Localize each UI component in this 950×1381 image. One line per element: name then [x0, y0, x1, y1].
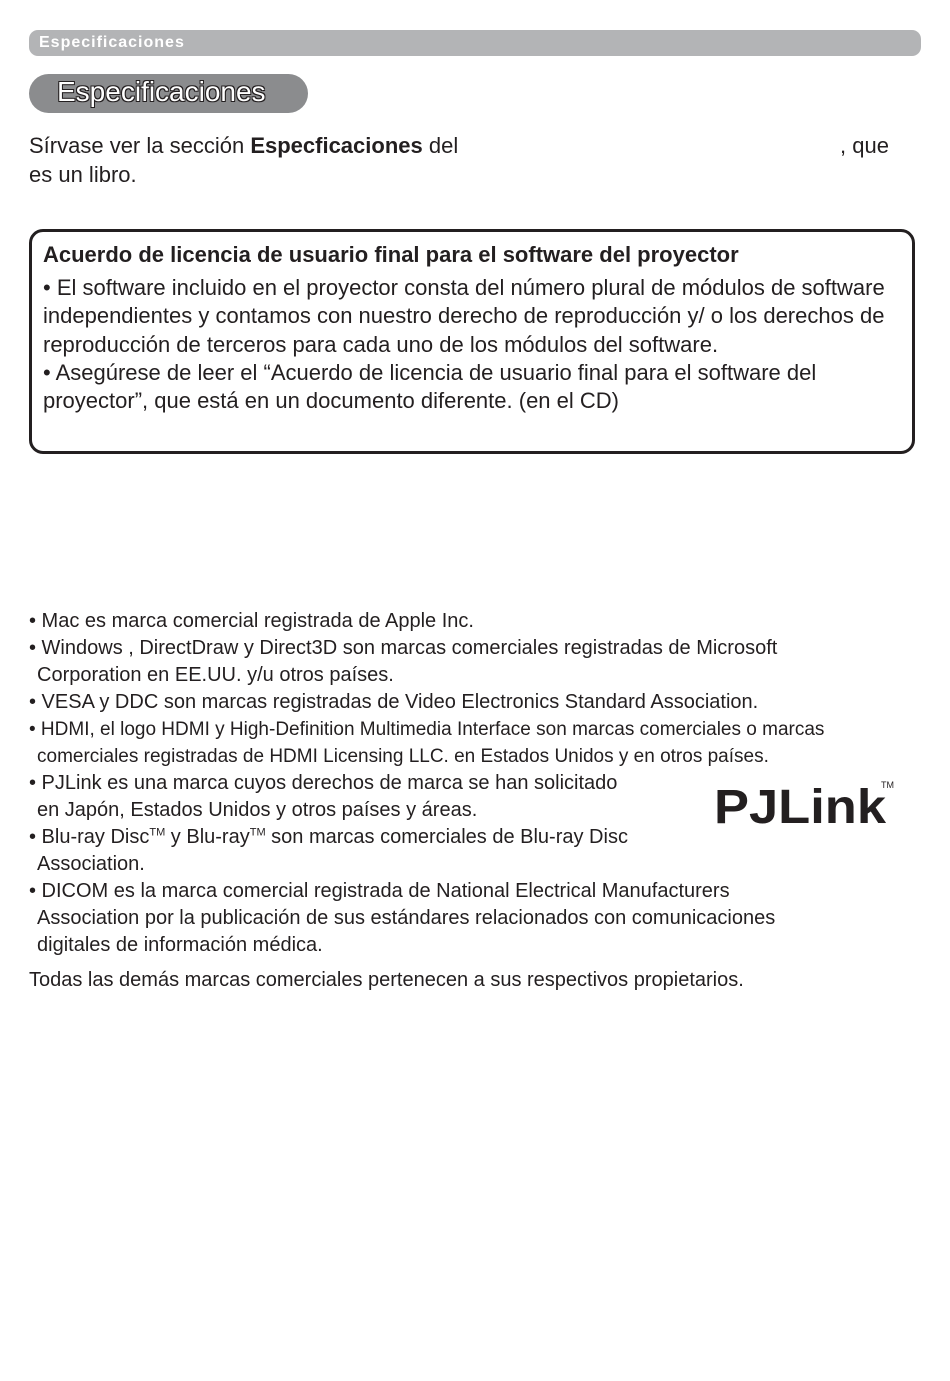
trademark-hdmi-cont: comerciales registradas de HDMI Licensing LLC. en Estados Unidos y en otros países.	[37, 746, 769, 767]
license-bullet-1: • El software incluido en el proyector consta del número plural de módulos de software independientes y contamos con nuestro derecho de reproducción y/ o los derechos de reproducción de terceros para cada uno de los módulos del software.	[43, 275, 885, 357]
pjlink-logo-tm: TM	[881, 780, 894, 790]
intro-line-2: es un libro.	[29, 162, 137, 187]
trademark-hdmi: • HDMI, el logo HDMI y High-Definition Multimedia Interface son marcas comerciales o marcas	[29, 719, 825, 740]
trademark-vesa: • VESA y DDC son marcas registradas de Video Electronics Standard Association.	[29, 691, 759, 713]
intro-paragraph	[29, 131, 899, 189]
license-body	[43, 274, 905, 415]
section-title: Especificaciones	[57, 76, 266, 107]
tm-mark: TM	[149, 826, 166, 839]
license-bullet-2: • Asegúrese de leer el “Acuerdo de licencia de usuario final para el software del proyector”, que está en un documento diferente. (en el CD)	[43, 359, 817, 414]
bluray-text-b: y Blu-ray	[165, 826, 250, 848]
trademark-pjlink: • PJLink es una marca cuyos derechos de marca se han solicitado	[29, 772, 618, 794]
trademark-windows: • Windows , DirectDraw y Direct3D son marcas comerciales registradas de Microsoft	[29, 637, 778, 659]
trademark-dicom-cont-1: Association por la publicación de sus estándares relacionados con comunicaciones	[37, 907, 776, 929]
trademark-pjlink-cont: en Japón, Estados Unidos y otros países y áreas.	[37, 799, 478, 821]
tm-mark: TM	[249, 826, 266, 839]
trademark-bluray-cont: Association.	[37, 853, 145, 875]
pjlink-logo	[714, 778, 896, 828]
intro-bold-specs: Especficaciones	[250, 133, 423, 158]
trademark-windows-cont: Corporation en EE.UU. y/u otros países.	[37, 664, 394, 686]
header-label: Especificaciones	[39, 34, 185, 51]
license-notice-box	[29, 229, 915, 454]
header-bar	[29, 30, 921, 56]
footer-note: Todas las demás marcas comerciales pertenecen a sus respectivos propietarios.	[29, 969, 744, 991]
trademark-mac: • Mac es marca comercial registrada de Apple Inc.	[29, 610, 474, 632]
bluray-text-c: son marcas comerciales de Blu-ray Disc	[265, 826, 628, 848]
section-title-pill	[29, 74, 308, 113]
pjlink-logo-text: PJLink	[714, 781, 887, 828]
intro-text-2: del	[422, 133, 459, 158]
trademark-dicom-cont-2: digitales de información médica.	[37, 934, 323, 956]
trademark-bluray	[29, 824, 929, 851]
intro-text-3: , que	[840, 133, 889, 158]
intro-text-1: Sírvase ver la sección	[29, 133, 251, 158]
trademark-dicom: • DICOM es la marca comercial registrada de National Electrical Manufacturers	[29, 880, 730, 902]
bluray-text-a: • Blu-ray Disc	[29, 826, 150, 848]
license-title: Acuerdo de licencia de usuario final para el software del proyector	[43, 242, 739, 267]
